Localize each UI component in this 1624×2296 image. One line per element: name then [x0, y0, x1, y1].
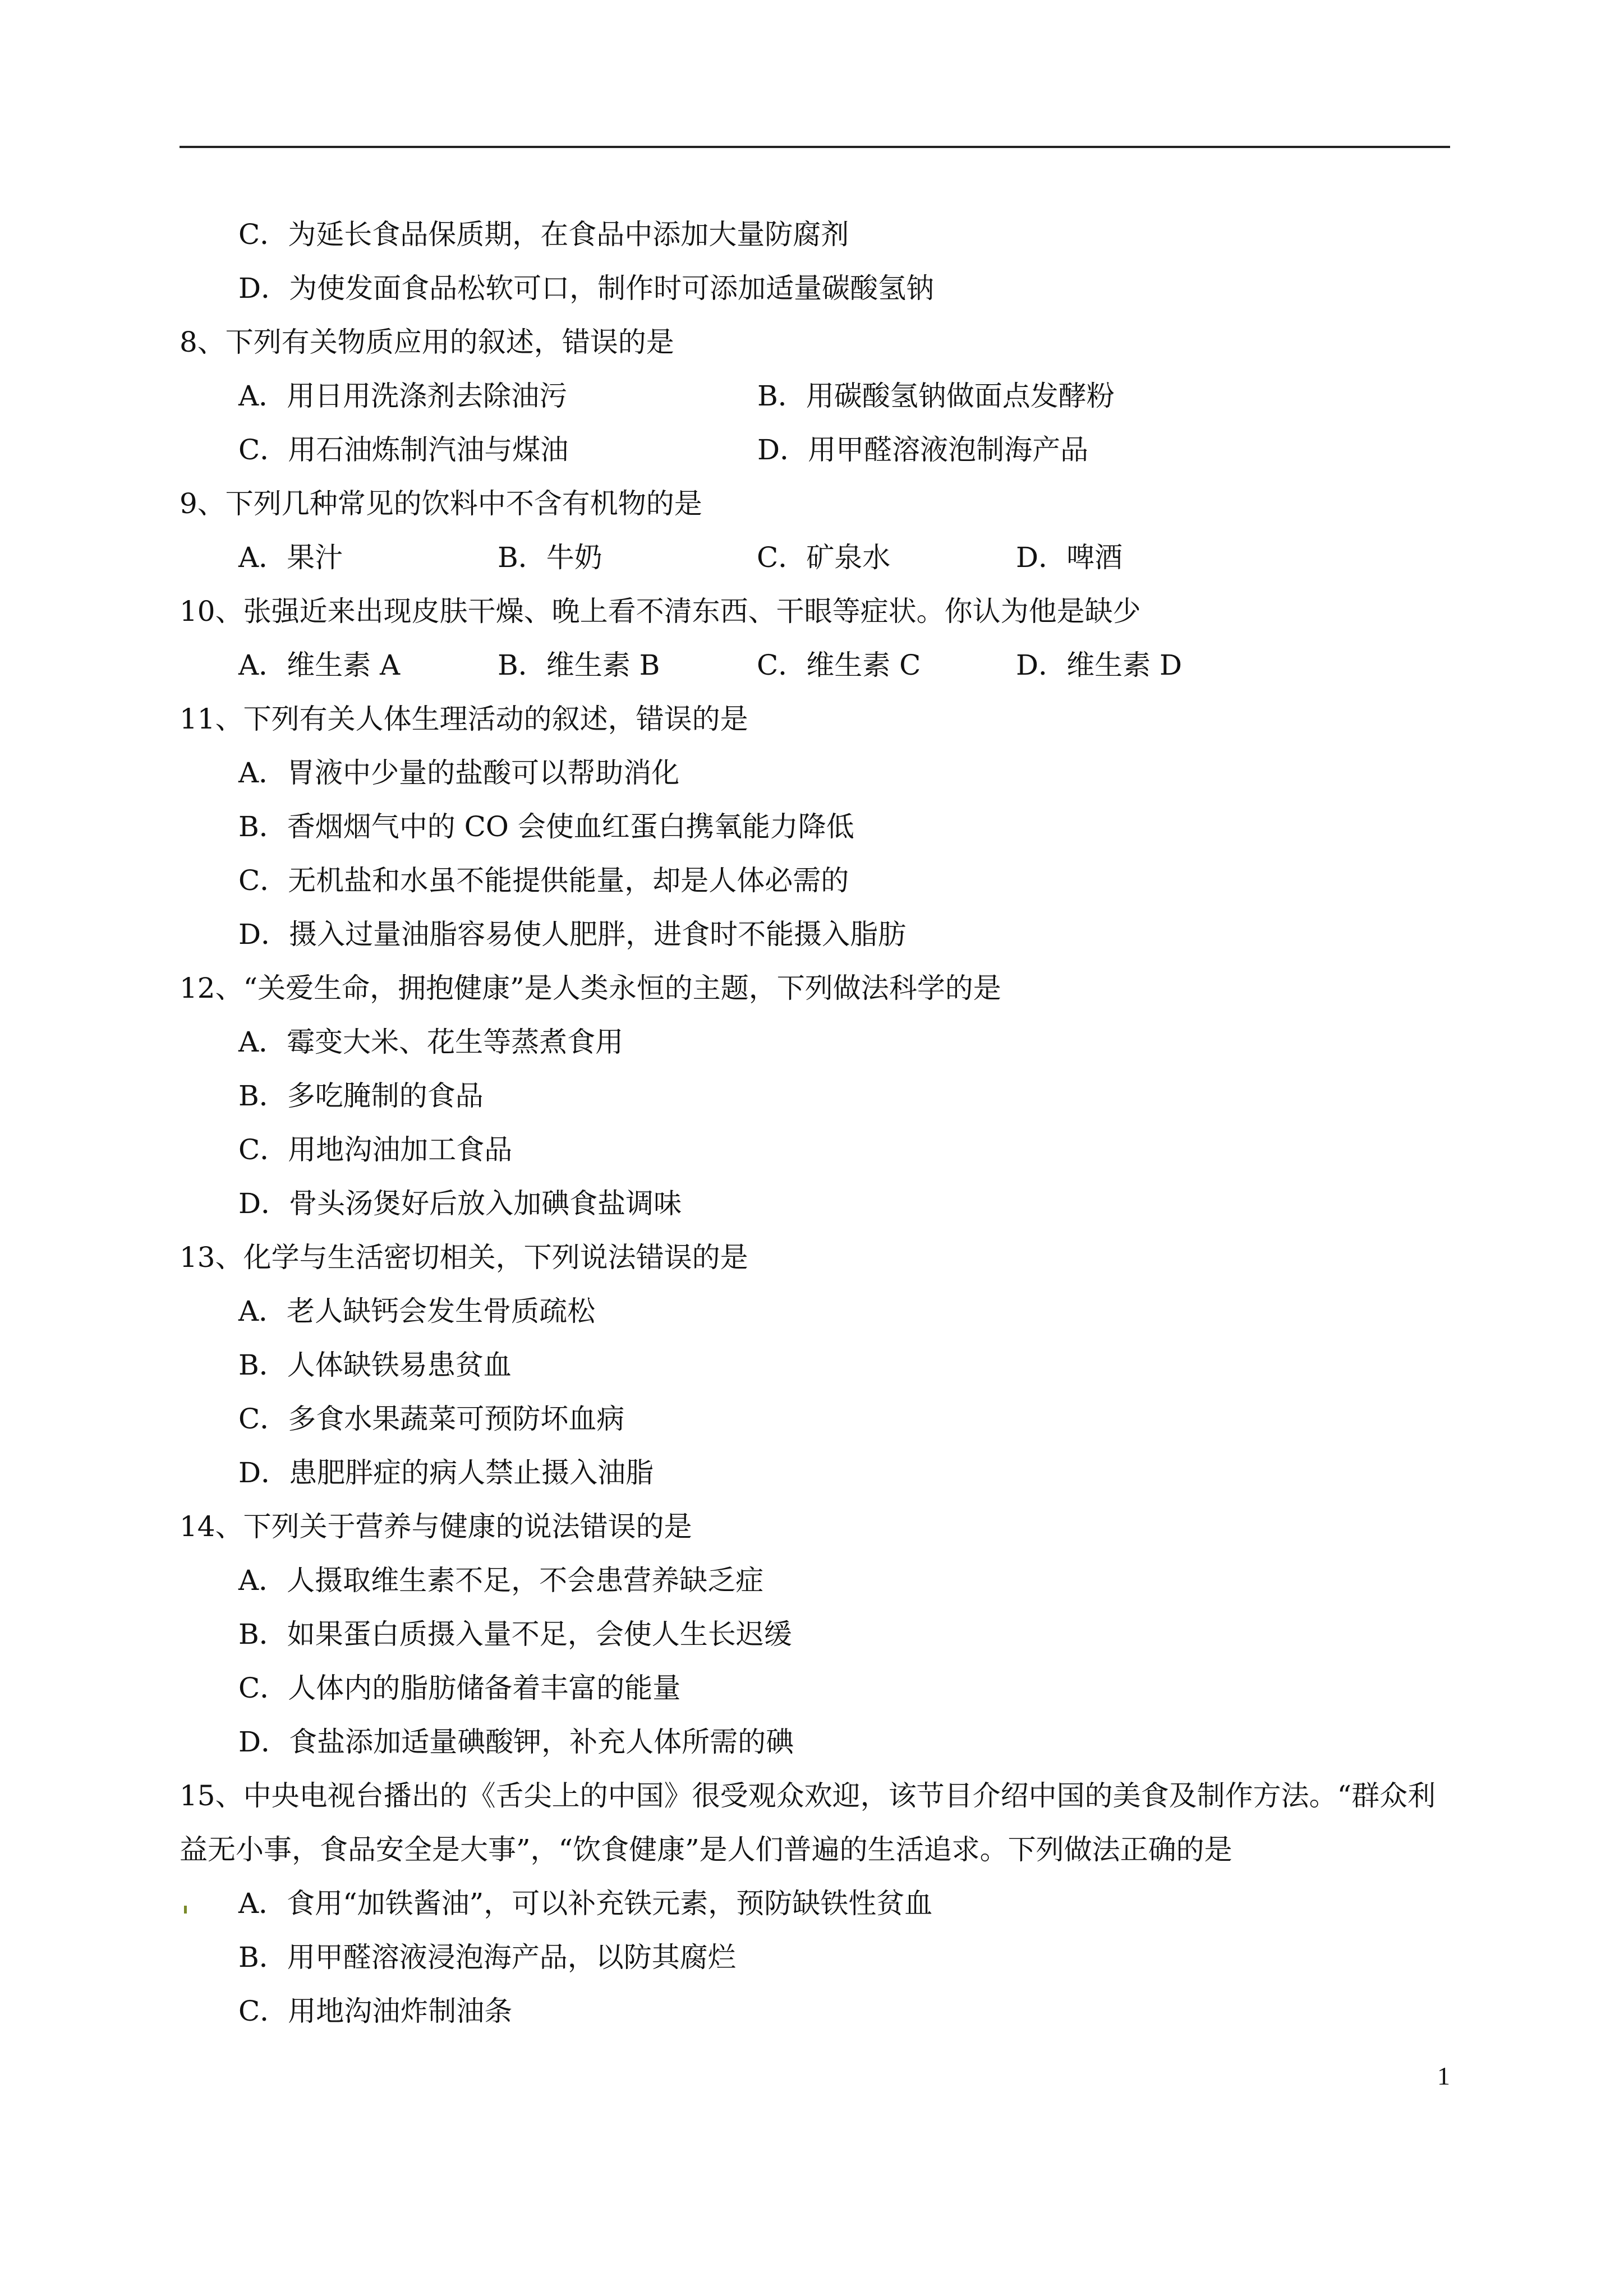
answer-option-text: B．香烟烟气中的 CO 会使血红蛋白携氧能力降低: [238, 810, 854, 843]
answer-option: [180, 854, 1450, 907]
answer-option: [180, 1607, 1450, 1661]
answer-option: A．用日用洗涤剂去除油污: [238, 380, 568, 412]
answer-option-text: D．患肥胖症的病人禁止摄入油脂: [238, 1456, 654, 1489]
answer-option-text: C．多食水果蔬菜可预防坏血病: [238, 1403, 625, 1435]
page-number: 1: [1437, 2062, 1450, 2090]
answer-option: [180, 1392, 1450, 1446]
answer-option-text: C．无机盐和水虽不能提供能量，却是人体必需的: [238, 864, 849, 897]
answer-option: [180, 1015, 1450, 1069]
answer-option: A．果汁: [238, 541, 343, 574]
answer-option: A．维生素 A: [238, 649, 401, 681]
answer-option: D．啤酒: [1016, 541, 1123, 574]
answer-option: [180, 1661, 1450, 1715]
answer-option-text: C．为延长食品保质期，在食品中添加大量防腐剂: [238, 218, 849, 251]
question-text: 14、下列关于营养与健康的说法错误的是: [180, 1510, 692, 1543]
answer-option: [180, 800, 1450, 854]
answer-option-text: A．老人缺钙会发生骨质疏松: [238, 1295, 596, 1327]
header-rule: [180, 146, 1450, 148]
answer-option: C．维生素 C: [757, 649, 921, 681]
answer-option: [180, 1069, 1450, 1123]
answer-option: [180, 907, 1450, 961]
answer-option-text: B．用甲醛溶液浸泡海产品，以防其腐烂: [238, 1941, 736, 1974]
answer-option-text: D．摄入过量油脂容易使人肥胖，进食时不能摄入脂肪: [238, 918, 907, 951]
answer-option-text: B．如果蛋白质摄入量不足，会使人生长迟缓: [238, 1618, 792, 1650]
answer-option-text: A．霉变大米、花生等蒸煮食用: [238, 1026, 624, 1058]
question-text: 9、下列几种常见的饮料中不含有机物的是: [180, 487, 702, 520]
answer-option: [180, 1177, 1450, 1230]
answer-options-row: [180, 369, 1450, 423]
answer-option-text: A．人摄取维生素不足，不会患营养缺乏症: [238, 1564, 764, 1597]
answer-options-row: [180, 638, 1450, 692]
answer-option: C．用石油炼制汽油与煤油: [238, 434, 569, 466]
question-text: 13、化学与生活密切相关，下列说法错误的是: [180, 1241, 748, 1274]
answer-option-text: D．食盐添加适量碘酸钾，补充人体所需的碘: [238, 1726, 794, 1758]
answer-options-row: [180, 531, 1450, 584]
answer-option-text: B．人体缺铁易患贫血: [238, 1349, 512, 1381]
answer-option-text: A．食用“加铁酱油”，可以补充铁元素，预防缺铁性贫血: [238, 1887, 933, 1920]
exam-content: [180, 208, 1450, 2038]
margin-mark: [184, 1906, 187, 1914]
question-text: 11、下列有关人体生理活动的叙述，错误的是: [180, 703, 748, 735]
answer-option-text: B．多吃腌制的食品: [238, 1080, 484, 1112]
answer-option: B．维生素 B: [498, 649, 660, 681]
answer-option-text: C．用地沟油加工食品: [238, 1133, 513, 1166]
question-text: 益无小事，食品安全是大事”，“饮食健康”是人们普遍的生活追求。下列做法正确的是: [180, 1833, 1232, 1866]
answer-option: [180, 1338, 1450, 1392]
answer-option: [180, 208, 1450, 261]
question-text: 15、中央电视台播出的《舌尖上的中国》很受观众欢迎，该节目介绍中国的美食及制作方法。“群众利: [180, 1779, 1436, 1812]
answer-option: [180, 1877, 1450, 1930]
answer-option: B．用碳酸氢钠做面点发酵粉: [757, 380, 1115, 412]
answer-option-text: A．胃液中少量的盐酸可以帮助消化: [238, 757, 680, 789]
answer-option: [180, 746, 1450, 800]
answer-option: [180, 1984, 1450, 2038]
answer-option-text: D．骨头汤煲好后放入加碘食盐调味: [238, 1187, 682, 1220]
question-text: 10、张强近来出现皮肤干燥、晚上看不清东西、干眼等症状。你认为他是缺少: [180, 595, 1141, 628]
answer-option: [180, 1284, 1450, 1338]
answer-option: [180, 1930, 1450, 1984]
answer-option-text: C．用地沟油炸制油条: [238, 1995, 513, 2027]
answer-option: [180, 1715, 1450, 1769]
question-text: 8、下列有关物质应用的叙述，错误的是: [180, 326, 674, 358]
answer-option: [180, 1446, 1450, 1500]
answer-option: B．牛奶: [498, 541, 602, 574]
answer-option-text: C．人体内的脂肪储备着丰富的能量: [238, 1672, 681, 1704]
answer-option: [180, 261, 1450, 315]
answer-option: D．维生素 D: [1016, 649, 1183, 681]
answer-option: [180, 1123, 1450, 1177]
answer-option: [180, 1553, 1450, 1607]
answer-options-row: [180, 423, 1450, 477]
question-text: 12、“关爱生命，拥抱健康”是人类永恒的主题，下列做法科学的是: [180, 972, 1001, 1004]
answer-option: D．用甲醛溶液泡制海产品: [757, 434, 1089, 466]
answer-option-text: D．为使发面食品松软可口，制作时可添加适量碳酸氢钠: [238, 272, 935, 305]
answer-option: C．矿泉水: [757, 541, 891, 574]
